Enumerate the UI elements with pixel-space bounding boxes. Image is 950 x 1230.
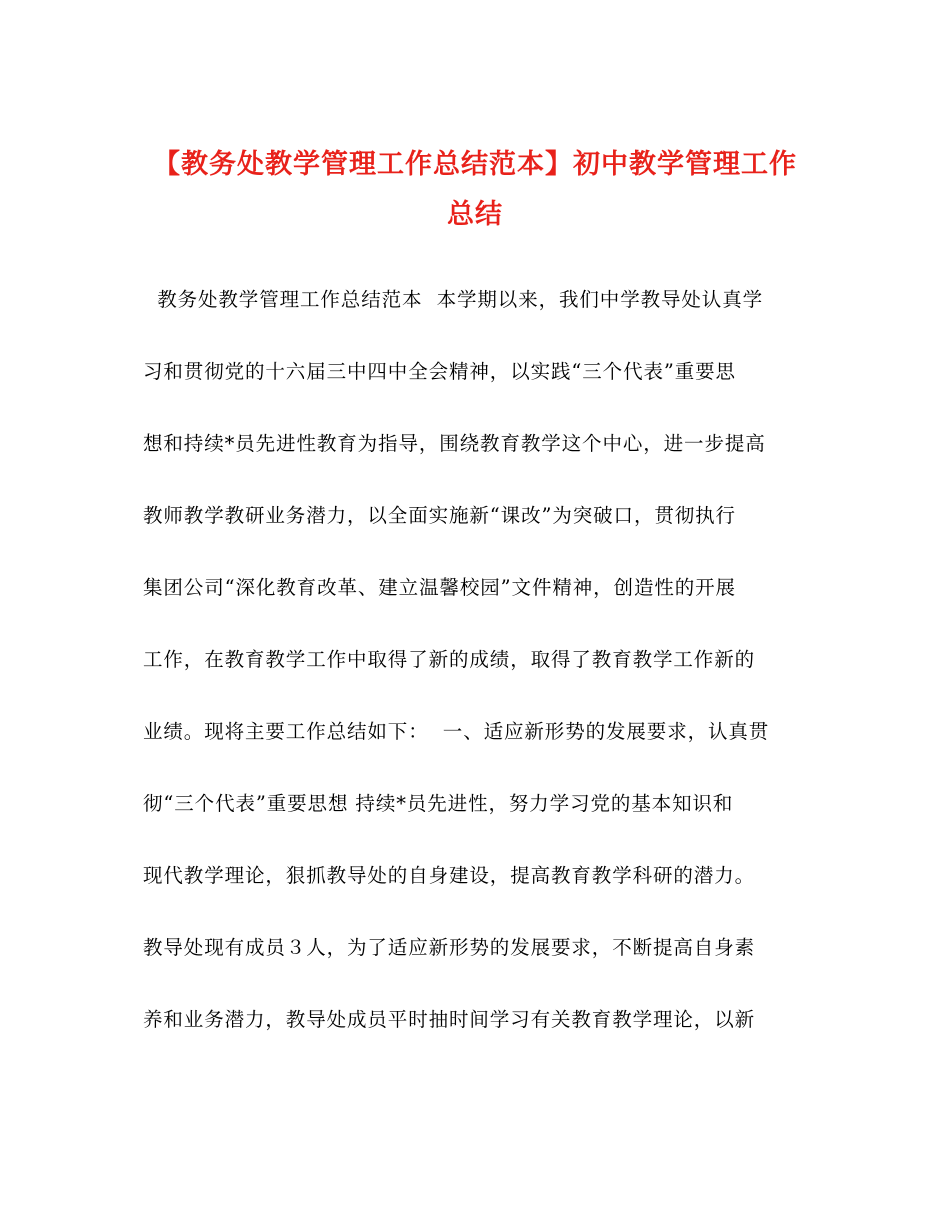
body-text-line: 想和持续*员先进性教育为指导，围绕教育教学这个中心，进一步提高 (143, 432, 766, 455)
body-text-line: 教导处现有成员３人，为了适应新形势的发展要求，不断提高自身素 (143, 936, 756, 959)
body-text-line: 习和贯彻党的十六届三中四中全会精神，以实践“三个代表”重要思 (143, 360, 736, 383)
body-text-line: 教务处教学管理工作总结范本 本学期以来，我们中学教导处认真学 (143, 288, 763, 311)
body-text-line: 工作，在教育教学工作中取得了新的成绩，取得了教育教学工作新的 (143, 648, 756, 671)
document-title-line-1: 【教务处教学管理工作总结范本】初中教学管理工作 (153, 149, 797, 180)
body-text-line: 集团公司“深化教育改革、建立温馨校园”文件精神，创造性的开展 (143, 576, 736, 599)
document-title-line-2: 总结 (447, 199, 503, 230)
body-text-line: 业绩。现将主要工作总结如下： 一、适应新形势的发展要求，认真贯 (143, 720, 770, 743)
body-text-line: 教师教学教研业务潜力，以全面实施新“课改”为突破口，贯彻执行 (143, 504, 736, 527)
body-text-line: 现代教学理论，狠抓教导处的自身建设，提高教育教学科研的潜力。 (143, 864, 756, 887)
body-text-line: 彻“三个代表”重要思想 持续*员先进性，努力学习党的基本知识和 (143, 792, 734, 815)
body-text-line: 养和业务潜力，教导处成员平时抽时间学习有关教育教学理论，以新 (143, 1008, 756, 1031)
